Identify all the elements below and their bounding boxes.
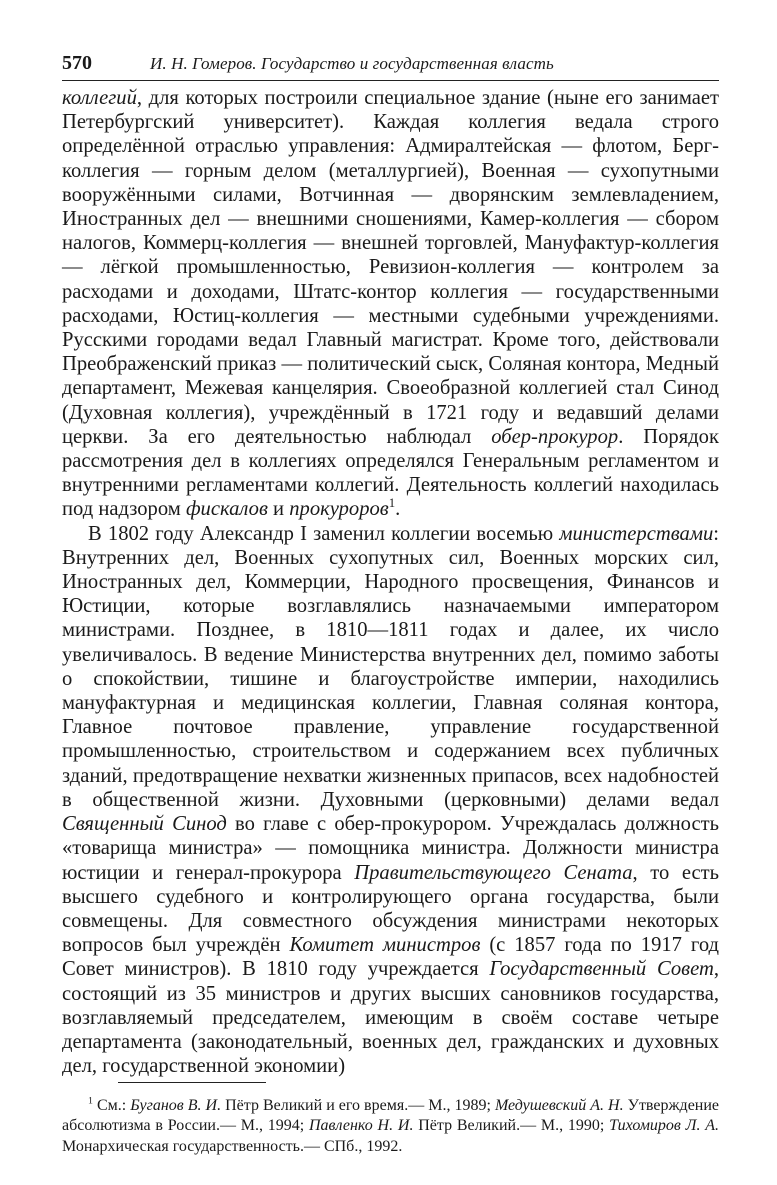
text-run: во главе с обер-прокурором. Учреждалась должность «товарища министра» — помощника министра. Должности министра юстиции и генерал-прокурора	[62, 813, 719, 884]
italic-term: Буганов В. И.	[130, 1097, 222, 1114]
main-text	[62, 86, 719, 1078]
text-run: , то есть высшего судебного и контролирующего органа государства, были совмещены. Для совместного обсуждения министрами некоторых вопросов был учреждён	[62, 861, 720, 957]
text-run: , для которых построили специальное здание (ныне его занимает Петербургский университет). Каждая коллегия ведала строго определённой отраслью управления: Адмиралтейская — флотом, Берг-коллегия — горным делом (металлургией), Военная — сухопутными вооружёнными силами, Вотчинная — дворянским землевладением, Иностранных дел — внешними сношениями, Камер-коллегия — сбором налогов, Коммерц-коллегия — внешней торговлей, Мануфактур-коллегия — лёгкой промышленностью, Ревизион-коллегия — контролем за расходами и доходами, Штатс-контор коллегия — государственными расходами, Юстиц-коллегия — местными судебными учреждениями. Русскими городами ведал Главный магистрат. Кроме того, действовали Преображенский приказ — политический сыск, Соляная контора, Медный департамент, Межевая канцелярия. Своеобразной коллегией стал Синод (Духовная коллегия), учреждённый в 1721 году и ведавший делами церкви. За его деятельностью наблюдал	[62, 87, 719, 448]
text-run: В 1802 году Александр I заменил коллегии восемью	[88, 522, 560, 545]
italic-term: фискалов	[185, 498, 268, 521]
italic-term: Государственный Совет	[489, 958, 714, 981]
text-run: (с 1857 года по 1917 год Совет министров). В 1810 году учреждается	[62, 934, 720, 981]
italic-term: коллегий	[62, 87, 137, 109]
page-number: 570	[62, 52, 92, 74]
italic-term: обер-прокурор	[491, 425, 619, 448]
text-run: См.:	[92, 1097, 131, 1114]
italic-term: Медушевский А. Н.	[494, 1097, 624, 1114]
running-title: И. Н. Гомеров. Государство и государственная власть	[150, 54, 554, 73]
italic-term: Священный Синод	[62, 813, 227, 836]
text-run: : Внутренних дел, Военных сухопутных сил, Военных морских сил, Иностранных дел, Коммерции, Народного просвещения, Финансов и Юстиции, которые возглавлялись назначаемыми императором министрами. Позднее, в 1810—1811 годах и далее, их число увеличивалось. В ведение Министерства внутренних дел, помимо заботы о спокойствии, тишине и благоустройстве империи, находились мануфактурная и медицинская коллегии, Главная соляная контора, Главное почтовое правление, управление государственной промышленностью, строительством и содержанием всех публичных зданий, предотвращение нехватки жизненных припасов, всех надобностей в общественной жизни. Духовными (церковными) делами ведал	[62, 522, 719, 811]
footnote-marker: 1	[388, 496, 396, 511]
paragraph-2	[62, 522, 719, 1079]
italic-term: прокуроров	[289, 498, 389, 521]
page-header	[62, 48, 719, 81]
text-run: и	[267, 498, 290, 521]
text-run: Пётр Великий и его время.— М., 1989;	[221, 1097, 495, 1114]
italic-term: Тихомиров Л. А.	[609, 1117, 720, 1135]
text-run: Пётр Великий.— М., 1990;	[413, 1117, 610, 1135]
text-run: , состоящий из 35 министров и других высших сановников государства, возглавляемый председателем, имеющим в своём составе четыре департамента (законодательный, военных дел, гражданских и духовных дел, государственной экономии)	[62, 958, 719, 1078]
footnote-marker: 1	[88, 1095, 93, 1107]
text-run: Монархическая государственность.— СПб., 1992.	[62, 1137, 403, 1155]
footnote-divider	[118, 1082, 266, 1083]
italic-term: министерствами	[559, 522, 714, 545]
italic-term: Правительствующего Сената	[354, 861, 633, 884]
text-run: .	[395, 498, 401, 521]
footnote	[62, 1096, 719, 1157]
italic-term: Комитет министров	[289, 934, 481, 957]
paragraph-1	[62, 86, 719, 522]
text-run: . Порядок рассмотрения дел в коллегиях определялся Генеральным регламентом и внутренними регламентами коллегий. Деятельность коллегий находилась под надзором	[62, 425, 719, 521]
italic-term: Павленко Н. И.	[308, 1117, 414, 1135]
text-run: Утверждение абсолютизма в России.— М., 1994;	[62, 1097, 720, 1135]
